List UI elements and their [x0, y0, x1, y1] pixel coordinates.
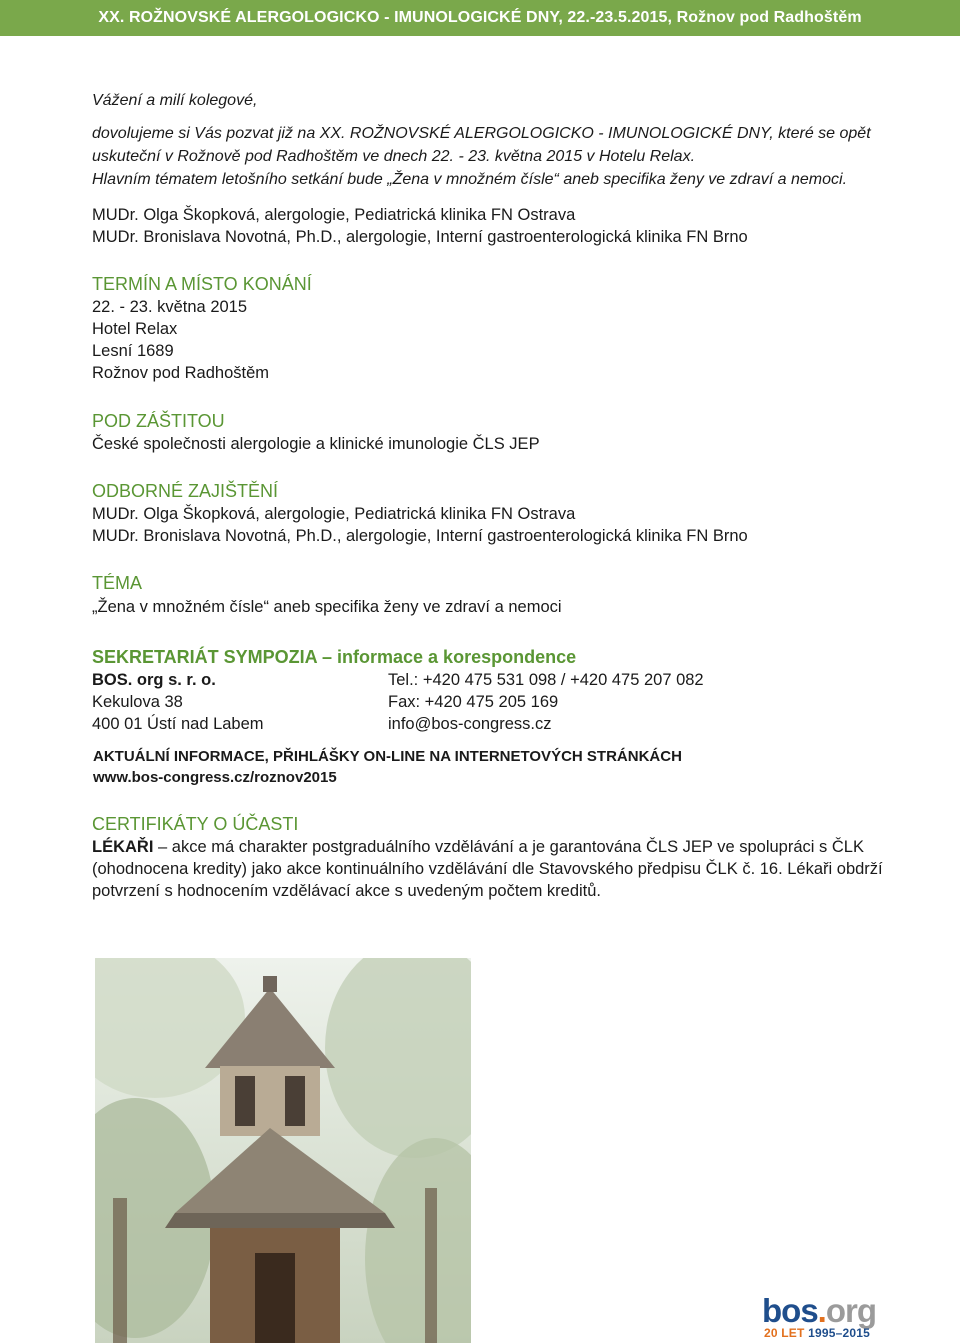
- logo-years: 1995–2015: [804, 1326, 870, 1340]
- page-header: [0, 0, 960, 36]
- logo-bos: bos: [762, 1292, 818, 1329]
- venue-hotel: Hotel Relax: [92, 320, 178, 338]
- secretariat-heading: SEKRETARIÁT SYMPOZIA – informace a korespondence: [92, 647, 577, 667]
- online-url-link[interactable]: www.bos-congress.cz/roznov2015: [93, 769, 337, 786]
- header-title: XX. ROŽNOVSKÉ ALERGOLOGICKO - IMUNOLOGICKÉ DNY, 22.-23.5.2015, Rožnov pod Radhoštěm: [98, 9, 862, 26]
- patronage-text: České společnosti alergologie a klinické imunologie ČLS JEP: [92, 435, 540, 453]
- venue-date: 22. - 23. května 2015: [92, 298, 248, 316]
- certificates-line-1-text: – akce má charakter postgraduálního vzdělávání a je garantována ČLS JEP ve spolupráci s ČLK: [153, 838, 864, 856]
- certificates-line-1: [92, 836, 864, 858]
- topic-text: „Žena v množném čísle“ aneb specifika ženy ve zdraví a nemoci: [92, 598, 562, 616]
- secretariat-fax: Fax: +420 475 205 169: [388, 693, 559, 711]
- wooden-bell-tower-photo: [95, 958, 471, 1343]
- logo-dot: .: [817, 1292, 826, 1329]
- topic-heading: TÉMA: [92, 573, 143, 593]
- secretariat-email[interactable]: info@bos-congress.cz: [388, 715, 552, 733]
- expert-line-2: MUDr. Bronislava Novotná, Ph.D., alergologie, Interní gastroenterologická klinika FN Brno: [92, 527, 748, 545]
- intro-line-1: dovolujeme si Vás pozvat již na XX. ROŽNOVSKÉ ALERGOLOGICKO - IMUNOLOGICKÉ DNY, které se opět: [92, 125, 871, 142]
- bos-org-logo: [762, 1292, 942, 1340]
- secretariat-company: BOS. org s. r. o.: [92, 671, 216, 689]
- certificates-line-3: potvrzení s hodnocením vzdělávací akce s uvedeným počtem kreditů.: [92, 882, 602, 900]
- logo-anniversary: [764, 1326, 870, 1340]
- venue-street: Lesní 1689: [92, 342, 174, 360]
- organizer-2: MUDr. Bronislava Novotná, Ph.D., alergologie, Interní gastroenterologická klinika FN Brno: [92, 228, 748, 246]
- patronage-heading: POD ZÁŠTITOU: [92, 411, 225, 431]
- venue-city: Rožnov pod Radhoštěm: [92, 364, 270, 382]
- logo-org: org: [825, 1292, 877, 1329]
- online-info: AKTUÁLNÍ INFORMACE, PŘIHLÁŠKY ON-LINE NA INTERNETOVÝCH STRÁNKÁCH: [93, 748, 682, 765]
- certificates-label: LÉKAŘI: [92, 838, 154, 856]
- greeting: Vážení a milí kolegové,: [92, 92, 258, 109]
- secretariat-city: 400 01 Ústí nad Labem: [92, 715, 264, 733]
- expert-line-1: MUDr. Olga Škopková, alergologie, Pediatrická klinika FN Ostrava: [92, 505, 576, 523]
- intro-line-3: Hlavním tématem letošního setkání bude „Žena v množném čísle“ aneb specifika ženy ve zdraví a nemoci.: [92, 171, 848, 188]
- certificates-heading: CERTIFIKÁTY O ÚČASTI: [92, 814, 299, 834]
- secretariat-street: Kekulova 38: [92, 693, 183, 711]
- bell-tower-illustration: [95, 958, 471, 1343]
- logo-wordmark: [762, 1292, 876, 1330]
- intro-line-2: uskuteční v Rožnově pod Radhoštěm ve dnech 22. - 23. května 2015 v Hotelu Relax.: [92, 148, 696, 165]
- secretariat-phone: Tel.: +420 475 531 098 / +420 475 207 082: [388, 671, 704, 689]
- organizer-1: MUDr. Olga Škopková, alergologie, Pediatrická klinika FN Ostrava: [92, 206, 576, 224]
- certificates-line-2: (ohodnocena kredity) jako akce kontinuálního vzdělávání dle Stavovského předpisu ČLK č. 16. Lékaři obdrží: [92, 860, 883, 878]
- expert-heading: ODBORNÉ ZAJIŠTĚNÍ: [92, 481, 279, 501]
- logo-years-label: 20 LET: [764, 1326, 805, 1340]
- venue-heading: TERMÍN A MÍSTO KONÁNÍ: [92, 274, 312, 294]
